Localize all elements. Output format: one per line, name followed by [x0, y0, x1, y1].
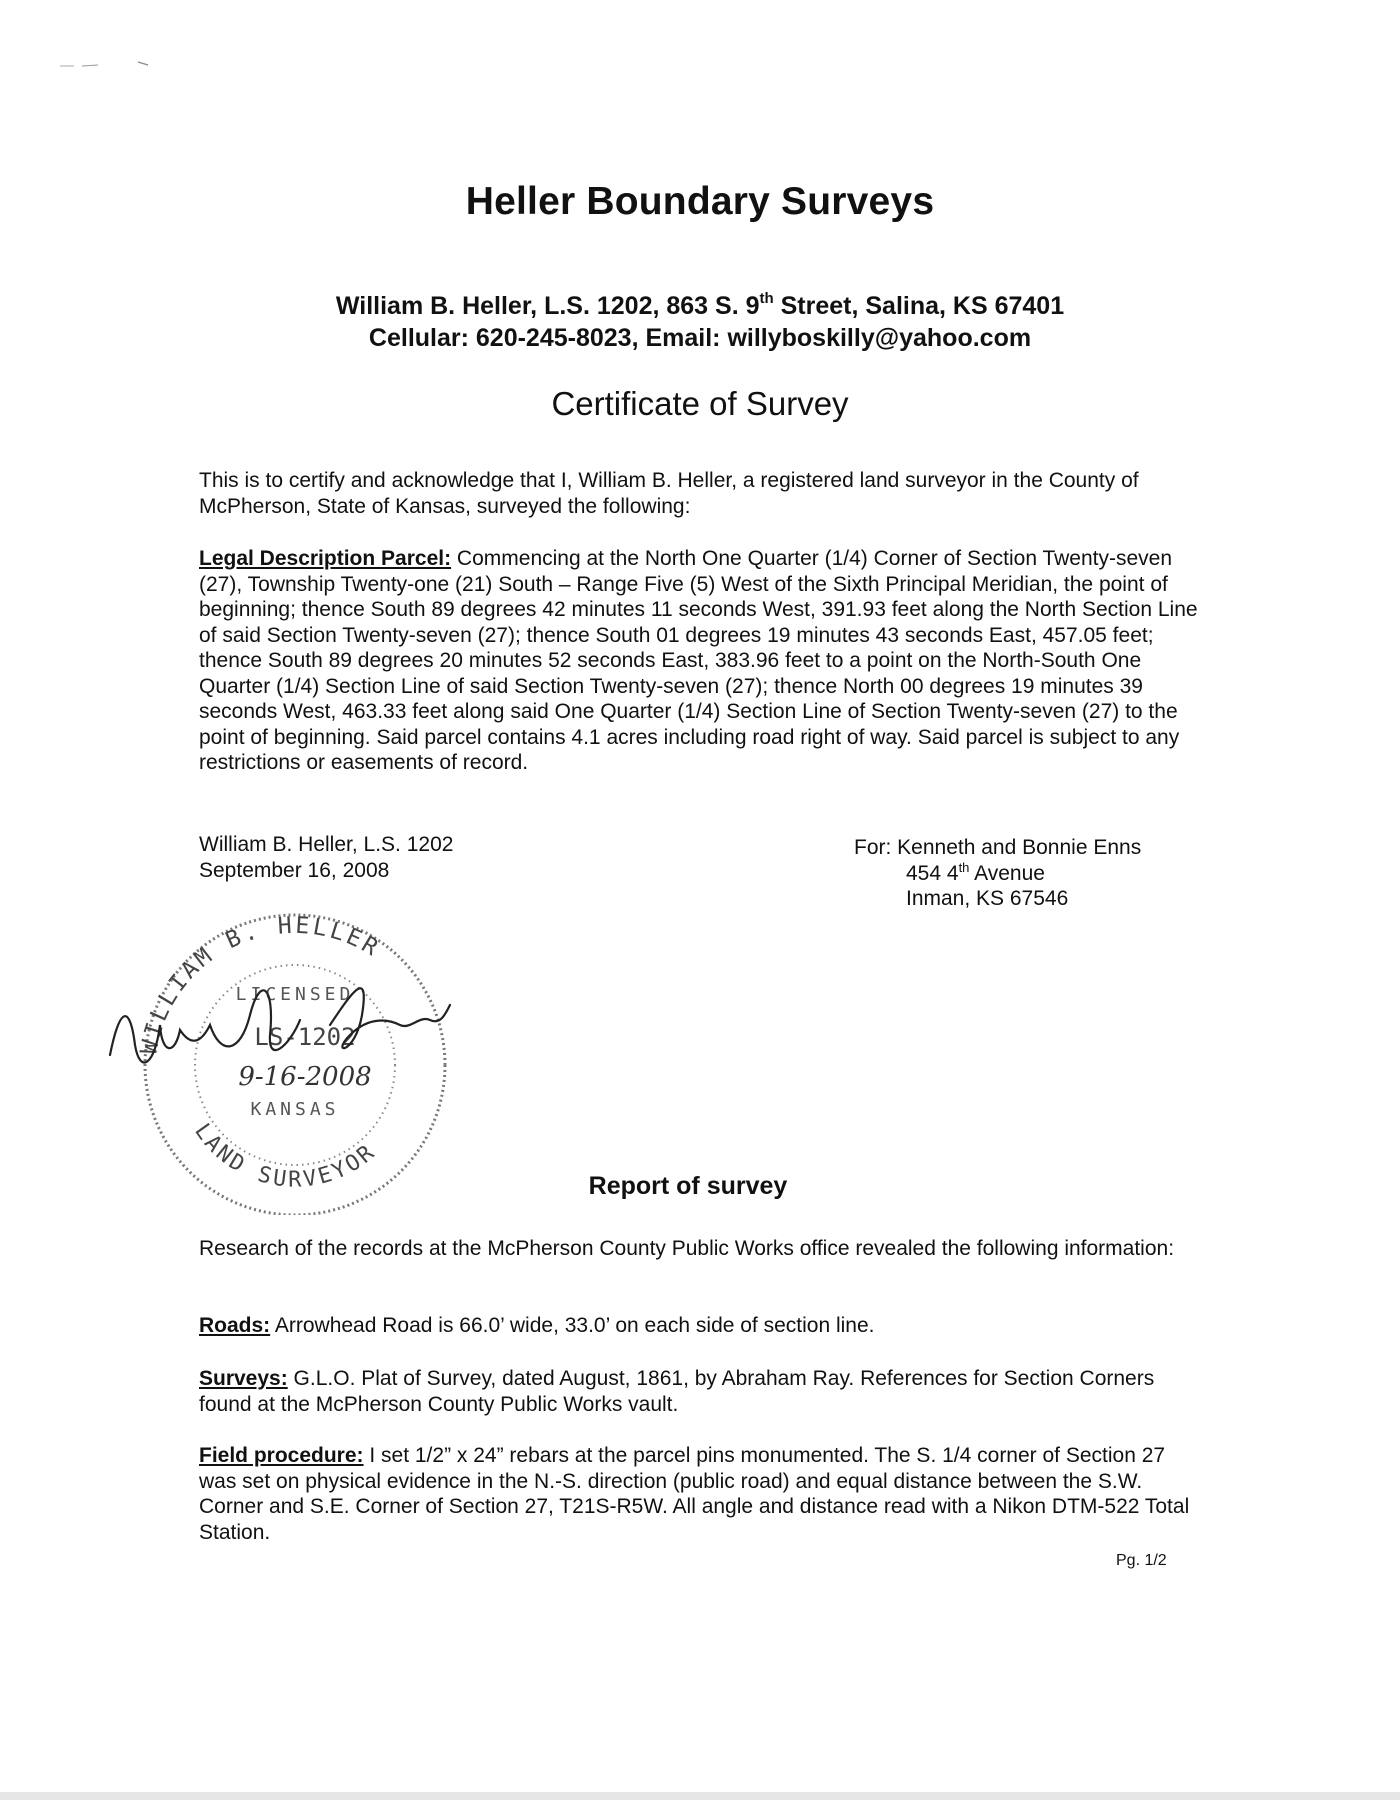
surveys-label: Surveys:	[199, 1367, 288, 1390]
svg-text:LICENSED: LICENSED	[235, 984, 355, 1005]
address-text: William B. Heller, L.S. 1202, 863 S. 9	[335, 292, 760, 320]
address-ordinal: th	[759, 290, 774, 307]
report-roads	[199, 1313, 1199, 1339]
report-field-procedure	[199, 1443, 1199, 1545]
svg-text:LAND SURVEYOR: LAND SURVEYOR	[189, 1119, 382, 1193]
report-title: Report of survey	[588, 1172, 788, 1200]
field-procedure-text: I set 1/2” x 24” rebars at the parcel pins monumented. The S. 1/4 corner of Section 27 was set on physical evidence in the N.-S. direction (public road) and equal distance between the S.W. Corner and S.E. Corner of Section 27, T21S-R5W. All angle and distance read with a Nikon DTM-522 Total Station.	[199, 1444, 1190, 1544]
surveyor-seal-stamp	[100, 905, 520, 1215]
surveys-text: G.L.O. Plat of Survey, dated August, 1861, by Abraham Ray. References for Section Corners found at the McPherson County Public Works vault.	[199, 1367, 1155, 1416]
client-address	[854, 861, 1141, 887]
client-address-ordinal: th	[958, 859, 970, 875]
address-street: Street, Salina, KS 67401	[773, 292, 1065, 320]
roads-label: Roads:	[199, 1314, 271, 1337]
signer-name: William B. Heller, L.S. 1202	[199, 833, 454, 856]
legal-description-label: Legal Description Parcel:	[199, 547, 452, 570]
svg-text:WILLIAM B. HELLER: WILLIAM B. HELLER	[136, 912, 385, 1057]
company-name: Heller Boundary Surveys	[465, 180, 935, 223]
signer-date: September 16, 2008	[199, 858, 390, 882]
client-for-line: For: Kenneth and Bonnie Enns	[854, 836, 1142, 859]
contact-line-phone-email: Cellular: 620-245-8023, Email: willyboskilly@yahoo.com	[368, 324, 1032, 352]
client-block	[854, 835, 1141, 912]
svg-text:LS-1202: LS-1202	[254, 1023, 356, 1051]
signer-block	[199, 832, 453, 883]
scan-speck	[60, 60, 150, 68]
page-number: Pg. 1/2	[1116, 1552, 1167, 1569]
contact-block	[0, 290, 1400, 354]
legal-description-text: Commencing at the North One Quarter (1/4) Corner of Section Twenty-seven (27), Township Twenty-one (21) South – Range Five (5) West of the Sixth Principal Meridian, the point of beginning; thence South 89 degrees 42 minutes 11 seconds West, 391.93 feet along the North Section Line of said Section Twenty-seven (27); thence South 01 degrees 19 minutes 43 seconds East, 457.05 feet; thence South 89 degrees 20 minutes 52 seconds East, 383.96 feet to a point on the North-South One Quarter (1/4) Section Line of said Section Twenty-seven (27); thence North 00 degrees 19 minutes 39 seconds West, 463.33 feet along said One Quarter (1/4) Section Line of Section Twenty-seven (27) to the point of beginning. Said parcel contains 4.1 acres including road right of way. Said parcel is subject to any restrictions or easements of record.	[199, 547, 1198, 774]
report-surveys	[199, 1366, 1199, 1417]
certificate-intro: This is to certify and acknowledge that I, William B. Heller, a registered land surveyor in the County of McPherson, State of Kansas, surveyed the following:	[199, 469, 1139, 518]
svg-text:9-16-2008: 9-16-2008	[238, 1062, 372, 1092]
svg-text:KANSAS: KANSAS	[250, 1099, 340, 1120]
contact-line-address	[0, 290, 1400, 322]
scan-bottom-edge	[0, 1792, 1400, 1800]
field-procedure-label: Field procedure:	[199, 1444, 364, 1467]
client-address-street: Avenue	[969, 861, 1045, 885]
certificate-title: Certificate of Survey	[551, 385, 849, 422]
client-city: Inman, KS 67546	[906, 887, 1069, 910]
report-research: Research of the records at the McPherson County Public Works office revealed the following information:	[199, 1237, 1175, 1260]
legal-description	[199, 546, 1199, 776]
roads-text: Arrowhead Road is 66.0’ wide, 33.0’ on each side of section line.	[270, 1314, 875, 1337]
client-address-num: 454 4	[906, 861, 959, 885]
